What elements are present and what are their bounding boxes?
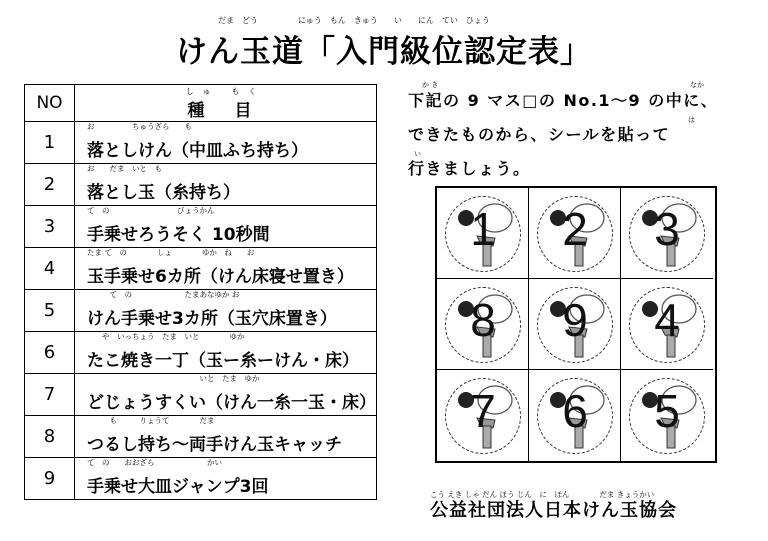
row-name-cell (75, 416, 377, 458)
sticker-cell[interactable] (529, 370, 621, 461)
row-no: 8 (25, 416, 75, 458)
row-name: つるし持ち〜両手けん玉キャッチ (87, 435, 342, 455)
row-no: 2 (25, 164, 75, 206)
row-name: 手乗せろうそく 10秒間 (87, 225, 270, 245)
sticker-number: 1 (470, 203, 496, 255)
row-name: 落とし玉（糸持ち） (87, 183, 240, 203)
table-row (25, 416, 377, 458)
sticker-number: 3 (654, 203, 680, 255)
sticker-number: 7 (470, 385, 496, 437)
sticker-cell[interactable] (437, 370, 529, 461)
row-name-cell (75, 332, 377, 374)
row-name-cell (75, 458, 377, 500)
table-row (25, 332, 377, 374)
row-name: けん手乗せ3カ所（玉穴床置き） (87, 309, 337, 329)
row-ruby: たま て の しょ ゆか ね お (87, 248, 255, 257)
row-name-cell (75, 206, 377, 248)
header-name (75, 85, 377, 122)
table-row (25, 374, 377, 416)
row-ruby: いと たま ゆか (87, 374, 260, 383)
items-table (24, 84, 377, 500)
sticker-cell[interactable] (621, 370, 713, 461)
row-ruby: お だま いと も (87, 164, 162, 173)
table-row (25, 122, 377, 164)
sticker-number: 6 (562, 385, 588, 437)
row-ruby: て の たまあなゆか お (87, 290, 240, 299)
row-name: たこ焼き一丁（玉ー糸ーけん・床） (87, 351, 359, 371)
row-no: 5 (25, 290, 75, 332)
row-name-cell (75, 164, 377, 206)
sticker-grid (435, 186, 717, 463)
sticker-cell[interactable] (437, 188, 529, 279)
sticker-cell[interactable] (529, 279, 621, 370)
instruction-line: 行きましょう。 (408, 159, 531, 178)
table-row (25, 248, 377, 290)
instruction-ruby: なか (690, 81, 704, 89)
footer-ruby: こう えき しゃ だん ほう じん に ほん だま きょうかい (430, 490, 655, 499)
header-no: NO (25, 85, 75, 122)
table-row (25, 458, 377, 500)
row-no: 4 (25, 248, 75, 290)
table-header-row (25, 85, 377, 122)
sticker-cell[interactable] (621, 188, 713, 279)
sticker-cell[interactable] (437, 279, 529, 370)
row-name-cell (75, 122, 377, 164)
row-no: 3 (25, 206, 75, 248)
instruction-ruby: は (688, 116, 695, 124)
header-name-ruby: しゅ もく (185, 87, 266, 96)
row-ruby: て の びょうかん (87, 206, 215, 215)
row-name-cell (75, 290, 377, 332)
header-name-text: 種 目 (187, 100, 264, 121)
row-no: 9 (25, 458, 75, 500)
row-ruby: お ちゅうざら も (87, 122, 192, 131)
row-ruby: も りょうて だま (87, 416, 215, 425)
table-row (25, 290, 377, 332)
sticker-cell[interactable] (621, 279, 713, 370)
sticker-cell[interactable] (529, 188, 621, 279)
instruction-ruby: い (414, 150, 421, 158)
row-no: 7 (25, 374, 75, 416)
table-row (25, 206, 377, 248)
page-title: けん玉道「入門級位認定表」 (176, 34, 592, 70)
title-ruby: だま どう にゅう もん きゅう い にん てい ひょう (218, 16, 490, 25)
instruction-line: できたものから、シールを貼って (408, 125, 671, 144)
instruction-ruby: か き (422, 81, 439, 89)
sticker-number: 2 (562, 203, 588, 255)
row-name: 玉手乗せ6カ所（けん床寝せ置き） (87, 267, 354, 287)
row-no: 6 (25, 332, 75, 374)
sticker-number: 5 (654, 385, 680, 437)
organization-name: 公益社団法人日本けん玉協会 (430, 500, 677, 521)
row-name-cell (75, 374, 377, 416)
row-name: どじょうすくい（けん一糸一玉・床） (87, 393, 376, 413)
row-name-cell (75, 248, 377, 290)
table-row (25, 164, 377, 206)
row-name: 落としけん（中皿ふち持ち） (87, 141, 308, 161)
row-name: 手乗せ大皿ジャンプ3回 (87, 477, 269, 497)
row-ruby: て の おおざら かい (87, 458, 222, 467)
sticker-number: 4 (654, 294, 680, 346)
instruction-line: 下記の 9 マス□の No.1〜9 の中に、 (408, 91, 719, 110)
sticker-number: 8 (470, 294, 496, 346)
row-ruby: や いっちょう たま いと ゆか (87, 332, 245, 341)
sticker-number: 9 (562, 294, 588, 346)
row-no: 1 (25, 122, 75, 164)
